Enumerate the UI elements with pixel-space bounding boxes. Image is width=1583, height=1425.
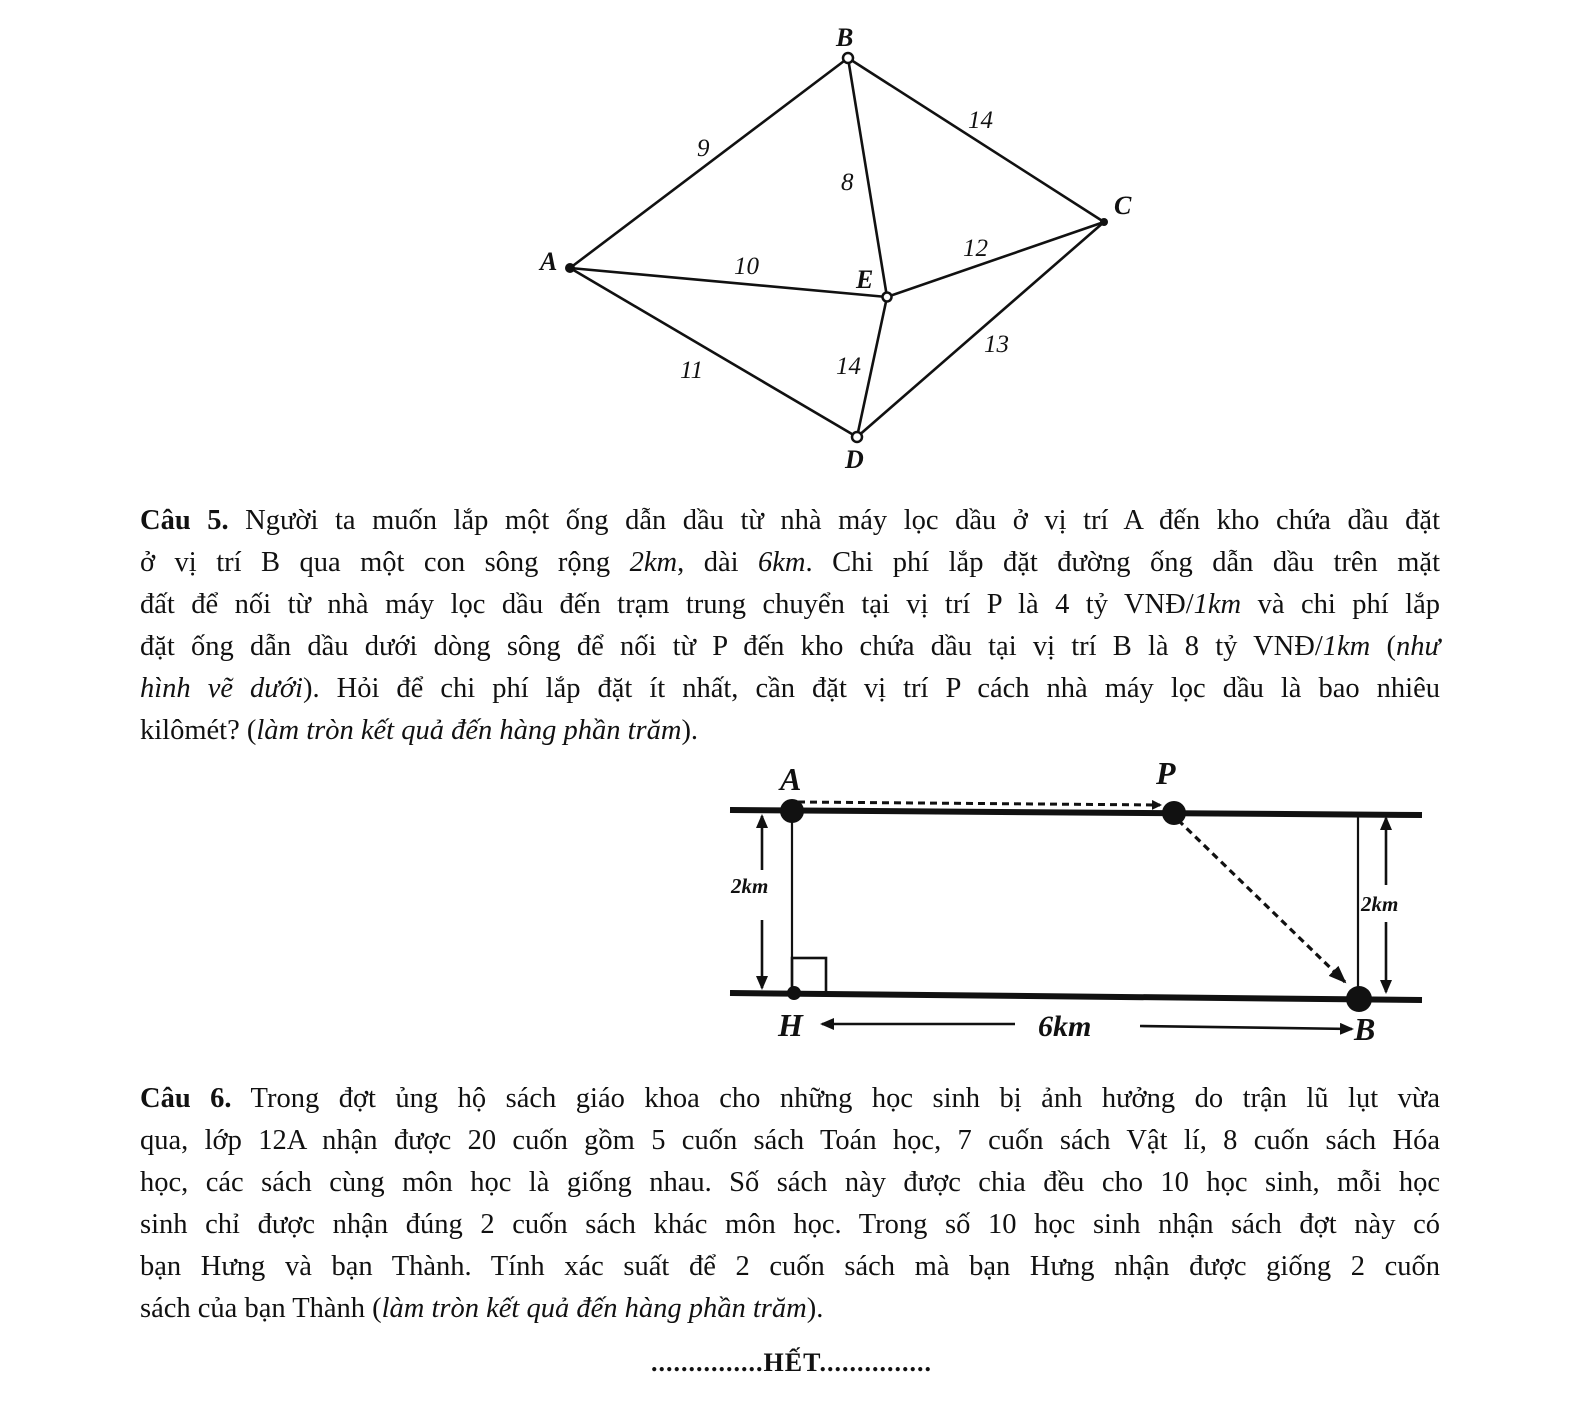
vertex-label-a: A [540, 247, 558, 276]
path-p-to-b [1178, 820, 1345, 982]
label-b: B [1354, 1011, 1376, 1047]
question-label: Câu 5. [140, 505, 229, 536]
text-line [140, 626, 1440, 668]
edge-label-ae: 10 [734, 253, 759, 280]
text-segment: và chi phí lắp [1241, 589, 1440, 620]
vertex-c-dot [1100, 218, 1108, 226]
text-segment: Trong đợt ủng hộ sách giáo khoa cho những học sinh bị ảnh hưởng do trận lũ lụt vừa [250, 1083, 1440, 1114]
text-segment: ). [806, 1293, 824, 1324]
text-segment: . Chi phí lắp đặt đường ống dẫn dầu trên mặt [805, 547, 1440, 578]
edge-label-bc: 14 [968, 107, 993, 134]
point-b [1346, 986, 1372, 1012]
edge-be [848, 58, 887, 297]
text-segment: làm tròn kết quả đến hàng phần trăm [381, 1293, 807, 1324]
edge-ae [570, 268, 887, 297]
text-line [140, 1204, 1440, 1246]
text-line [140, 668, 1440, 710]
vertex-a-dot [565, 263, 575, 273]
text-segment: kilômét? ( [140, 715, 257, 746]
edge-ab [570, 58, 848, 268]
vertex-label-c: C [1114, 191, 1132, 220]
text-segment: 1km [1322, 631, 1371, 662]
vertex-b-dot [843, 53, 853, 63]
label-h: H [778, 1007, 803, 1043]
text-segment: đặt ống dẫn dầu dưới dòng sông để nối từ P đến kho chứa dầu tại vị trí B là 8 tỷ VNĐ/ [140, 631, 1323, 662]
label-width-right: 2km [1361, 892, 1399, 916]
text-line [140, 1288, 1440, 1330]
text-line [140, 1246, 1440, 1288]
river-diagram-figure [0, 750, 1583, 1060]
label-p: P [1156, 755, 1176, 791]
point-a [780, 799, 804, 823]
path-a-to-p [798, 802, 1160, 805]
edge-ad [570, 268, 857, 437]
question-5-text [140, 500, 1440, 752]
end-marker: ...............HẾT............... [651, 1348, 932, 1377]
text-segment: ). Hỏi để chi phí lắp đặt ít nhất, cần đặt vị trí P cách nhà máy lọc dầu là bao nhiêu [302, 673, 1440, 704]
label-length: 6km [1038, 1010, 1092, 1043]
text-line [140, 1162, 1440, 1204]
label-a: A [780, 761, 802, 797]
text-segment: ( [1370, 631, 1396, 662]
point-p [1162, 801, 1186, 825]
text-segment: hình vẽ dưới [140, 673, 303, 704]
text-segment: Người ta muốn lắp một ống dẫn dầu từ nhà máy lọc dầu ở vị trí A đến kho chứa dầu đặt [245, 505, 1441, 536]
text-segment: 1km [1193, 589, 1242, 620]
text-segment: bạn Hưng và bạn Thành. Tính xác suất để 2 cuốn sách mà bạn Hưng nhận được giống 2 cuốn [140, 1251, 1440, 1282]
text-segment: qua, lớp 12A nhận được 20 cuốn gồm 5 cuốn sách Toán học, 7 cuốn sách Vật lí, 8 cuốn sách Hóa [140, 1125, 1440, 1156]
text-segment: như [1395, 631, 1440, 662]
text-segment: 2km [629, 547, 678, 578]
vertex-e-dot [883, 293, 892, 302]
network-graph-figure [0, 0, 1583, 490]
question-label: Câu 6. [140, 1083, 232, 1114]
text-line [140, 584, 1440, 626]
text-segment: ở vị trí B qua một con sông rộng [140, 547, 630, 578]
edge-label-be: 8 [841, 169, 854, 196]
text-segment: làm tròn kết quả đến hàng phần trăm [256, 715, 682, 746]
edge-label-ed: 14 [836, 353, 861, 380]
text-segment: đất để nối từ nhà máy lọc dầu đến trạm trung chuyển tại vị trí P là 4 tỷ VNĐ/ [140, 589, 1194, 620]
edge-label-cd: 13 [984, 331, 1009, 358]
text-segment: 6km [758, 547, 806, 578]
question-6-text [140, 1078, 1440, 1330]
text-line [140, 500, 1440, 542]
edge-ec [887, 222, 1104, 297]
text-segment: ). [681, 715, 699, 746]
edge-bc [848, 58, 1104, 222]
text-segment: , dài [677, 547, 758, 578]
edge-label-ec: 12 [963, 235, 988, 262]
vertex-label-e: E [856, 265, 874, 294]
river-bank-top [730, 810, 1422, 815]
text-line [140, 710, 1440, 752]
text-segment: học, các sách cùng môn học là giống nhau. Số sách này được chia đều cho 10 học sinh, mỗi học [140, 1167, 1440, 1198]
vertex-label-b: B [836, 23, 854, 52]
text-segment: sinh chỉ được nhận đúng 2 cuốn sách khác môn học. Trong số 10 học sinh nhận sách đợt này có [140, 1209, 1440, 1240]
edge-label-ad: 11 [680, 357, 704, 384]
edge-label-ab: 9 [697, 135, 710, 162]
river-bank-bottom [730, 993, 1422, 1000]
text-line [140, 1078, 1440, 1120]
point-h [787, 986, 801, 1000]
text-line [140, 1120, 1440, 1162]
text-segment: sách của bạn Thành ( [140, 1293, 382, 1324]
text-line [140, 542, 1440, 584]
dimension-length-arrow-right [1140, 1026, 1352, 1029]
vertex-d-dot [852, 432, 862, 442]
label-width-left: 2km [731, 874, 769, 898]
vertex-label-d: D [845, 445, 864, 474]
